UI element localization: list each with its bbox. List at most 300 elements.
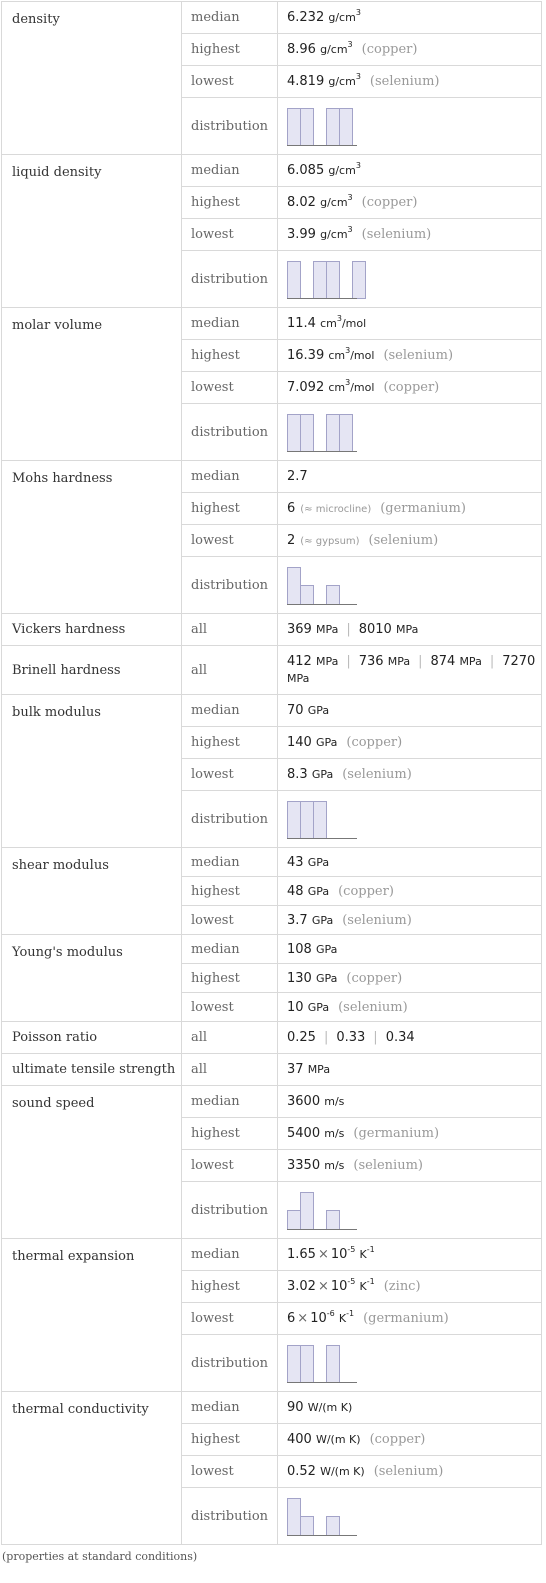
row-label: lowest (182, 525, 278, 557)
row-value (278, 1150, 542, 1182)
unit-superscript: 3 (355, 161, 361, 170)
row-vickers-hardness-all (2, 614, 542, 646)
row-bulk-modulus-median (2, 695, 542, 727)
mantissa: 1.65 (287, 1247, 316, 1262)
row-value (278, 493, 542, 525)
unit-text (308, 856, 329, 869)
row-density-median (2, 2, 542, 34)
histogram-bar (300, 801, 314, 839)
distribution-histogram (287, 412, 357, 452)
row-label: median (182, 461, 278, 493)
row-mohs-hardness-median (2, 461, 542, 493)
row-label: distribution (182, 791, 278, 848)
element-note: (selenium) (361, 227, 432, 242)
row-molar-volume-median (2, 308, 542, 340)
unit-text (316, 1433, 361, 1446)
row-value (278, 525, 542, 557)
unit-base: GPa (315, 942, 338, 956)
property-name: Poisson ratio (2, 1022, 182, 1054)
unit-text: MPa (315, 655, 339, 668)
value-number: 37 (287, 1062, 304, 1077)
histogram-bar (300, 108, 314, 146)
unit-base: m/s (324, 1159, 345, 1172)
exponent: -6 (326, 1309, 335, 1318)
unit-text (338, 1309, 355, 1325)
unit-text (320, 314, 367, 330)
row-young-s-modulus-median (2, 935, 542, 964)
unit-text (359, 1277, 375, 1293)
row-label: lowest (182, 906, 278, 935)
row-label: median (182, 848, 278, 877)
properties-table (1, 1, 542, 1545)
histogram-bar (326, 261, 340, 299)
element-note: (germanium) (353, 1126, 440, 1141)
histogram-baseline (287, 838, 357, 839)
histogram-baseline (287, 604, 357, 605)
property-name: Vickers hardness (2, 614, 182, 646)
row-label: highest (182, 1424, 278, 1456)
value-number: 8.02 (287, 195, 316, 210)
row-value (278, 461, 542, 493)
row-value (278, 187, 542, 219)
row-value (278, 877, 542, 906)
unit-superscript: 3 (347, 225, 353, 234)
unit-text (312, 914, 333, 927)
unit-base: m/s (324, 1127, 345, 1140)
histogram-bar (326, 414, 340, 452)
element-note: (selenium) (342, 767, 412, 782)
row-thermal-expansion-median (2, 1239, 542, 1271)
row-value (278, 66, 542, 98)
property-name: sound speed (2, 1086, 182, 1239)
list-value: 736 (358, 654, 384, 669)
value-number: 2 (287, 533, 296, 548)
element-note: (copper) (346, 970, 403, 986)
row-label: highest (182, 727, 278, 759)
unit-superscript: 3 (345, 378, 351, 387)
distribution-histogram (287, 565, 357, 605)
row-label: distribution (182, 98, 278, 155)
unit-base: cm (328, 349, 346, 362)
unit-base: GPa (307, 1000, 330, 1014)
histogram-bar (300, 585, 314, 605)
row-thermal-conductivity-median (2, 1392, 542, 1424)
times-sign: × (297, 1311, 309, 1326)
unit-base: cm (320, 317, 337, 330)
list-value: 0.33 (336, 1030, 366, 1045)
row-value (278, 1392, 542, 1424)
value-number: 2.7 (287, 469, 308, 484)
unit-text (308, 704, 329, 717)
separator: | (346, 654, 351, 669)
row-label: highest (182, 34, 278, 66)
value-number: 140 (287, 735, 312, 750)
distribution-histogram (287, 799, 357, 839)
unit-base: GPa (311, 913, 334, 927)
unit-base: W/(m K) (315, 1433, 361, 1446)
unit-superscript: 3 (347, 193, 353, 202)
row-value (278, 727, 542, 759)
row-label: all (182, 614, 278, 646)
unit-base: W/(m K) (320, 1465, 365, 1478)
unit-superscript: 3 (345, 346, 351, 355)
row-value (278, 340, 542, 372)
row-value (278, 1054, 542, 1086)
exponent: -5 (347, 1277, 356, 1286)
unit-text (308, 1001, 329, 1014)
unit-base: g/cm (328, 75, 356, 88)
times-sign: × (317, 1279, 329, 1294)
row-label: median (182, 1239, 278, 1271)
histogram-baseline (287, 1535, 357, 1536)
unit-text (328, 378, 375, 394)
row-poisson-ratio-all (2, 1022, 542, 1054)
histogram-bar (300, 1516, 314, 1536)
value-number: 6 (287, 501, 296, 516)
value-number: 3.99 (287, 227, 316, 242)
row-label: highest (182, 187, 278, 219)
histogram-bar (326, 585, 340, 605)
row-label: lowest (182, 1456, 278, 1488)
unit-text (359, 1245, 375, 1261)
unit-superscript: 3 (355, 72, 361, 81)
element-note: (copper) (346, 735, 403, 750)
row-shear-modulus-median (2, 848, 542, 877)
value-number: 90 (287, 1400, 304, 1415)
row-label: lowest (182, 759, 278, 791)
unit-base: MPa (307, 1063, 331, 1076)
row-value (278, 155, 542, 187)
row-label: lowest (182, 66, 278, 98)
row-value (278, 98, 542, 155)
row-label: distribution (182, 1488, 278, 1545)
element-note: (selenium) (369, 74, 440, 89)
row-label: lowest (182, 1303, 278, 1335)
element-note: (copper) (361, 195, 418, 210)
unit-text (320, 225, 353, 241)
row-label: lowest (182, 372, 278, 404)
row-label: distribution (182, 1182, 278, 1239)
unit-superscript: 3 (336, 314, 342, 323)
row-value (278, 848, 542, 877)
value-number: 3.7 (287, 912, 308, 928)
property-name: bulk modulus (2, 695, 182, 848)
row-value (278, 993, 542, 1022)
unit-suffix: /mol (350, 381, 375, 394)
distribution-histogram (287, 1496, 357, 1536)
separator: | (489, 654, 495, 669)
unit-text (328, 72, 361, 88)
property-name: thermal expansion (2, 1239, 182, 1392)
unit-suffix: /mol (350, 349, 375, 362)
row-value (278, 251, 542, 308)
unit-text: MPa (459, 655, 482, 668)
property-name: ultimate tensile strength (2, 1054, 182, 1086)
row-value (278, 695, 542, 727)
row-label: all (182, 1054, 278, 1086)
element-note: (copper) (361, 42, 418, 57)
unit-base: GPa (307, 704, 330, 717)
histogram-baseline (287, 298, 357, 299)
exponent: -5 (347, 1245, 356, 1254)
row-value (278, 1182, 542, 1239)
row-label: highest (182, 1118, 278, 1150)
histogram-baseline (287, 1382, 357, 1383)
row-value (278, 308, 542, 340)
row-value (278, 1086, 542, 1118)
value-number: 7.092 (287, 380, 325, 395)
histogram-bar (287, 261, 301, 299)
value-number: 4.819 (287, 74, 325, 89)
value-number: 3350 (287, 1158, 321, 1173)
histogram-bar (287, 1498, 301, 1536)
row-label: highest (182, 493, 278, 525)
unit-superscript: 3 (347, 40, 353, 49)
element-note: (selenium) (338, 999, 408, 1015)
unit-base: g/cm (320, 228, 348, 241)
row-label: median (182, 155, 278, 187)
value-number: 16.39 (287, 348, 325, 363)
histogram-bar (313, 261, 327, 299)
unit-base: GPa (307, 855, 330, 869)
list-value: 412 (287, 654, 312, 669)
list-value: 0.25 (287, 1030, 316, 1045)
histogram-bar (326, 1345, 340, 1383)
row-value (278, 614, 542, 646)
element-note: (copper) (383, 380, 440, 395)
histogram-bar (326, 1516, 340, 1536)
element-note: (copper) (338, 883, 394, 899)
separator: | (346, 622, 351, 637)
row-value: $1.65 \times 10^{-5}$ $K^{-1}$ (278, 1239, 542, 1271)
unit-text (328, 161, 361, 177)
row-value (278, 372, 542, 404)
list-value: 0.34 (385, 1030, 415, 1045)
unit-text (312, 768, 333, 781)
list-value: 369 (287, 622, 312, 637)
row-value: $3.02 \times 10^{-5}$ $K^{-1}$ (zinc) (278, 1271, 542, 1303)
unit-text (308, 1063, 330, 1076)
row-label: highest (182, 1271, 278, 1303)
unit-base: g/cm (320, 43, 348, 56)
mantissa: 6 (287, 1311, 296, 1326)
unit-text (320, 1465, 365, 1478)
histogram-bar (287, 1210, 301, 1230)
histogram-bar (339, 414, 353, 452)
row-value (278, 404, 542, 461)
property-name: density (2, 2, 182, 155)
row-value (278, 2, 542, 34)
distribution-histogram (287, 1190, 357, 1230)
row-label: median (182, 1392, 278, 1424)
list-value: 8010 (358, 622, 392, 637)
unit-base: K (359, 1248, 367, 1261)
value-number: 70 (287, 703, 304, 718)
row-label: median (182, 1086, 278, 1118)
unit-text (308, 885, 329, 898)
histogram-bar (287, 801, 301, 839)
value-number: 11.4 (287, 316, 316, 331)
unit-text (308, 1401, 353, 1414)
row-label: distribution (182, 1335, 278, 1392)
histogram-bar (339, 108, 353, 146)
row-label: median (182, 935, 278, 964)
row-ultimate-tensile-strength-all (2, 1054, 542, 1086)
footnote: (properties at standard conditions) (2, 1550, 198, 1563)
unit-text (328, 346, 375, 362)
histogram-bar (300, 1192, 314, 1230)
value-number: 6.085 (287, 163, 325, 178)
value-number: 48 (287, 883, 304, 899)
unit-superscript: -1 (366, 1245, 375, 1254)
row-label: highest (182, 964, 278, 993)
value-number: 43 (287, 854, 304, 870)
row-sound-speed-median (2, 1086, 542, 1118)
row-value (278, 1118, 542, 1150)
element-note: (copper) (369, 1432, 426, 1447)
row-label: all (182, 646, 278, 695)
histogram-bar (352, 261, 366, 299)
row-value (278, 219, 542, 251)
histogram-bar (287, 414, 301, 452)
row-value (278, 646, 542, 695)
histogram-bar (287, 1345, 301, 1383)
row-value (278, 964, 542, 993)
property-name: Brinell hardness (2, 646, 182, 695)
value-number: 3600 (287, 1094, 321, 1109)
value-number: 8.3 (287, 767, 308, 782)
row-value (278, 1456, 542, 1488)
row-label: all (182, 1022, 278, 1054)
list-value: 874 (430, 654, 456, 669)
row-value (278, 791, 542, 848)
value-number: 5400 (287, 1126, 321, 1141)
row-liquid-density-median (2, 155, 542, 187)
unit-text (324, 1095, 344, 1108)
unit-base: GPa (311, 768, 334, 781)
row-value (278, 759, 542, 791)
unit-base: g/cm (328, 164, 356, 177)
unit-suffix: /mol (341, 317, 367, 330)
value-number: 130 (287, 970, 312, 986)
row-value (278, 1022, 542, 1054)
row-label: distribution (182, 251, 278, 308)
unit-text (316, 943, 337, 956)
row-value (278, 906, 542, 935)
property-name: molar volume (2, 308, 182, 461)
unit-text (316, 736, 337, 749)
unit-text: MPa (395, 623, 419, 636)
unit-base: cm (328, 381, 346, 394)
unit-base: GPa (307, 884, 330, 898)
histogram-baseline (287, 145, 357, 146)
row-value (278, 935, 542, 964)
row-value (278, 34, 542, 66)
histogram-bar (313, 801, 327, 839)
distribution-histogram (287, 106, 357, 146)
row-label: median (182, 2, 278, 34)
property-name: Young's modulus (2, 935, 182, 1022)
value-number: 6.232 (287, 10, 325, 25)
unit-base: GPa (315, 971, 338, 985)
unit-text: MPa (315, 623, 339, 636)
mantissa: 3.02 (287, 1279, 316, 1294)
separator: | (418, 654, 423, 669)
unit-text (324, 1127, 344, 1140)
unit-superscript: -1 (346, 1309, 355, 1318)
element-note: (germanium) (363, 1311, 449, 1326)
unit-base: W/(m K) (307, 1401, 353, 1414)
value-number: 10 (287, 999, 304, 1015)
row-label: lowest (182, 993, 278, 1022)
unit-base: m/s (324, 1095, 345, 1108)
unit-text (320, 193, 353, 209)
row-label: median (182, 695, 278, 727)
value-number: 108 (287, 941, 312, 957)
row-brinell-hardness-all (2, 646, 542, 695)
property-name: liquid density (2, 155, 182, 308)
histogram-bar (287, 567, 301, 605)
row-label: lowest (182, 1150, 278, 1182)
element-note: (germanium) (380, 501, 466, 516)
row-value: $6 \times 10^{-6}$ $K^{-1}$ (germanium) (278, 1303, 542, 1335)
unit-base: g/cm (328, 11, 356, 24)
approx-comparison: (≈ gypsum) (300, 536, 360, 547)
unit-base: g/cm (320, 196, 348, 209)
row-label: lowest (182, 219, 278, 251)
histogram-baseline (287, 1229, 357, 1230)
element-note: (selenium) (383, 348, 454, 363)
unit-superscript: 3 (355, 8, 361, 17)
element-note: (zinc) (383, 1279, 421, 1294)
row-label: highest (182, 340, 278, 372)
row-value (278, 1424, 542, 1456)
histogram-bar (300, 1345, 314, 1383)
distribution-histogram (287, 259, 357, 299)
histogram-bar (326, 108, 340, 146)
distribution-histogram (287, 1343, 357, 1383)
unit-text: MPa (287, 672, 310, 685)
value-number: 8.96 (287, 42, 316, 57)
histogram-bar (300, 414, 314, 452)
property-name: Mohs hardness (2, 461, 182, 614)
element-note: (selenium) (368, 533, 439, 548)
times-sign: × (317, 1247, 329, 1262)
row-label: highest (182, 877, 278, 906)
row-label: distribution (182, 557, 278, 614)
value-number: 400 (287, 1432, 312, 1447)
property-name: thermal conductivity (2, 1392, 182, 1545)
unit-text: MPa (387, 655, 411, 668)
histogram-bar (287, 108, 301, 146)
histogram-bar (326, 1210, 340, 1230)
histogram-baseline (287, 451, 357, 452)
unit-text (316, 972, 337, 985)
row-label: distribution (182, 404, 278, 461)
unit-superscript: -1 (366, 1277, 375, 1286)
separator: | (373, 1030, 378, 1045)
row-value (278, 1488, 542, 1545)
unit-base: K (338, 1312, 347, 1325)
list-value: 7270 (502, 654, 536, 669)
approx-comparison: (≈ microcline) (300, 504, 372, 515)
element-note: (selenium) (353, 1158, 423, 1173)
unit-text (328, 8, 361, 24)
row-label: median (182, 308, 278, 340)
element-note: (selenium) (373, 1464, 444, 1479)
row-value (278, 557, 542, 614)
property-name: shear modulus (2, 848, 182, 935)
